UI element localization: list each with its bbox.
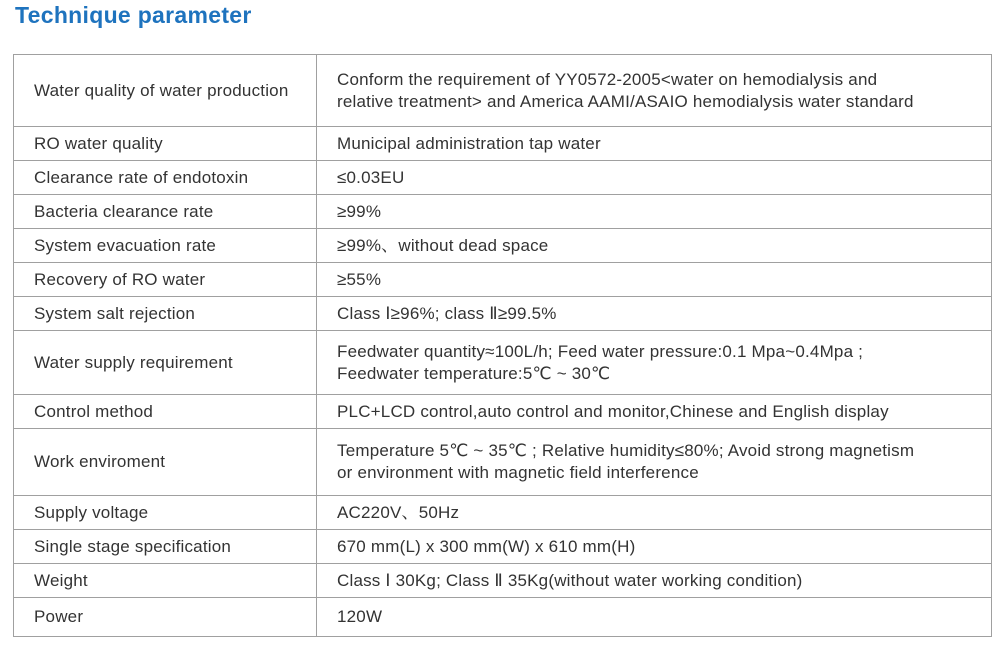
param-value: [317, 229, 992, 263]
param-value: [317, 530, 992, 564]
value-line: Municipal administration tap water: [337, 133, 601, 153]
param-value: [317, 297, 992, 331]
param-name: System salt rejection: [14, 297, 317, 331]
value-line: PLC+LCD control,auto control and monitor,Chinese and English display: [337, 401, 889, 421]
value-line: Class Ⅰ 30Kg; Class Ⅱ 35Kg(without water working condition): [337, 570, 803, 590]
param-value: [317, 331, 992, 395]
table-row: [14, 263, 992, 297]
table-row: [14, 395, 992, 429]
value-line: AC220V、50Hz: [337, 502, 460, 522]
value-line: Conform the requirement of YY0572-2005<water on hemodialysis and: [337, 69, 878, 89]
table-row: [14, 496, 992, 530]
param-value: [317, 496, 992, 530]
param-value: [317, 127, 992, 161]
param-value: [317, 395, 992, 429]
value-line: Class Ⅰ≥96%; class Ⅱ≥99.5%: [337, 303, 557, 323]
table-row: [14, 429, 992, 496]
value-line: 670 mm(L) x 300 mm(W) x 610 mm(H): [337, 536, 636, 556]
param-value: [317, 429, 992, 496]
param-name: Power: [14, 598, 317, 637]
param-name: Clearance rate of endotoxin: [14, 161, 317, 195]
parameter-table: [13, 54, 992, 637]
value-line: 120W: [337, 607, 383, 626]
value-line: Feedwater temperature:5℃ ~ 30℃: [337, 363, 611, 383]
value-line: ≥99%、without dead space: [337, 235, 549, 255]
value-line: ≥99%: [337, 201, 382, 221]
table-row: [14, 297, 992, 331]
param-name: Single stage specification: [14, 530, 317, 564]
param-name: RO water quality: [14, 127, 317, 161]
param-value: [317, 564, 992, 598]
value-line: ≤0.03EU: [337, 167, 405, 187]
table-row: [14, 598, 992, 637]
value-line: ≥55%: [337, 269, 382, 289]
param-name: Recovery of RO water: [14, 263, 317, 297]
param-value: [317, 55, 992, 127]
param-value: [317, 161, 992, 195]
page-title: Technique parameter: [15, 2, 252, 28]
param-name: Water supply requirement: [14, 331, 317, 395]
param-value: [317, 195, 992, 229]
param-name: Control method: [14, 395, 317, 429]
table-row: [14, 55, 992, 127]
param-name: Water quality of water production: [14, 55, 317, 127]
param-value: [317, 598, 992, 637]
param-value: [317, 263, 992, 297]
table-row: [14, 331, 992, 395]
table-row: [14, 564, 992, 598]
param-name: Bacteria clearance rate: [14, 195, 317, 229]
value-line: Feedwater quantity≈100L/h; Feed water pressure:0.1 Mpa~0.4Mpa ;: [337, 341, 864, 361]
value-line: or environment with magnetic field interference: [337, 463, 699, 482]
table-row: [14, 161, 992, 195]
value-line: relative treatment> and America AAMI/ASAIO hemodialysis water standard: [337, 91, 914, 111]
table-row: [14, 229, 992, 263]
value-line: Temperature 5℃ ~ 35℃ ; Relative humidity≤80%; Avoid strong magnetism: [337, 441, 915, 460]
table-row: [14, 195, 992, 229]
param-name: Weight: [14, 564, 317, 598]
param-name: System evacuation rate: [14, 229, 317, 263]
param-name: Supply voltage: [14, 496, 317, 530]
param-name: Work enviroment: [14, 429, 317, 496]
table-row: [14, 530, 992, 564]
table-row: [14, 127, 992, 161]
